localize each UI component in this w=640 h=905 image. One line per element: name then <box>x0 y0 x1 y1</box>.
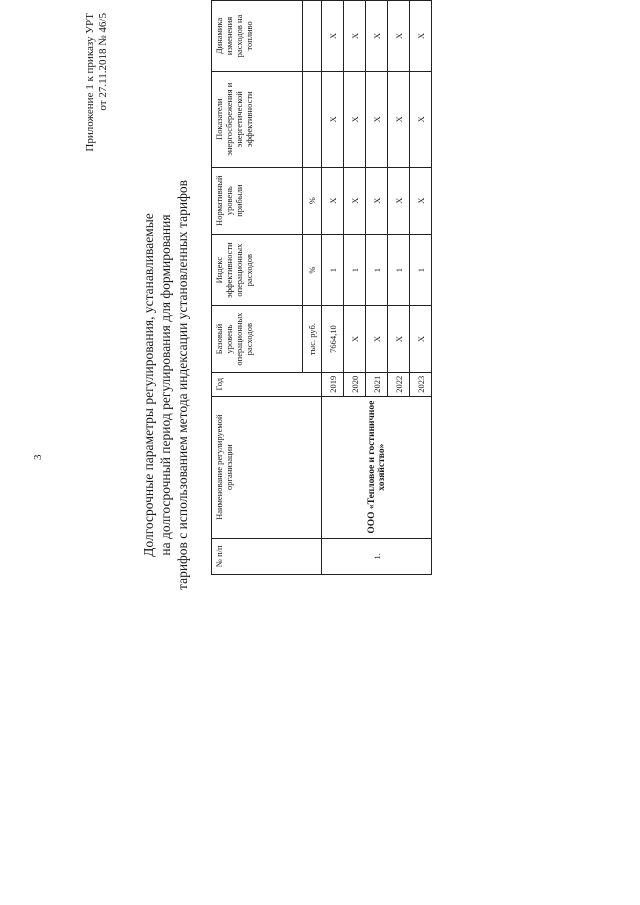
header-index: Индекс эффективности операционных расходов <box>212 234 303 306</box>
header-fuel: Динамика изменения расходов на топливо <box>212 1 303 72</box>
cell-energy: Х <box>322 71 344 167</box>
cell-profit: Х <box>344 167 366 234</box>
appendix-line-2: от 27.11.2018 № 46/5 <box>97 13 109 111</box>
cell-energy: Х <box>344 71 366 167</box>
title-line-1: Долгосрочные параметры регулирования, устанавливаемые <box>141 213 156 557</box>
unit-profit: % <box>303 167 322 234</box>
cell-fuel: Х <box>410 1 432 72</box>
header-base: Базовый уровень операционных расходов <box>212 306 303 372</box>
header-num: № п/п <box>212 538 322 574</box>
cell-energy: Х <box>366 71 388 167</box>
table-header-row <box>212 1 303 575</box>
cell-index: 1 <box>322 234 344 306</box>
cell-base: Х <box>366 306 388 372</box>
unit-fuel <box>303 1 322 72</box>
page-number: 3 <box>32 454 44 460</box>
cell-index: 1 <box>344 234 366 306</box>
document-title <box>140 105 191 665</box>
cell-profit: Х <box>388 167 410 234</box>
parameters-table <box>211 0 432 575</box>
cell-base: Х <box>410 306 432 372</box>
cell-index: 1 <box>366 234 388 306</box>
cell-year: 2023 <box>410 372 432 396</box>
appendix-note <box>84 13 110 183</box>
header-org: Наименование регулируемой организации <box>212 396 322 538</box>
cell-fuel: Х <box>366 1 388 72</box>
cell-index: 1 <box>410 234 432 306</box>
header-year: Год <box>212 372 322 396</box>
cell-year: 2021 <box>366 372 388 396</box>
cell-base: Х <box>388 306 410 372</box>
cell-year: 2022 <box>388 372 410 396</box>
cell-fuel: Х <box>388 1 410 72</box>
unit-index: % <box>303 234 322 306</box>
cell-base: 7664,10 <box>322 306 344 372</box>
cell-profit: Х <box>366 167 388 234</box>
cell-energy: Х <box>388 71 410 167</box>
header-energy: Показатели энергосбережения и энергетической эффективности <box>212 71 303 167</box>
table-row <box>322 1 344 575</box>
unit-energy <box>303 71 322 167</box>
organization-name: ООО «Тепловое и гостиничное хозяйство» <box>322 396 432 538</box>
row-number: 1. <box>322 538 432 574</box>
title-line-3: тарифов с использованием метода индексации установленных тарифов <box>175 180 190 590</box>
title-line-2: на долгосрочный период регулирования для формирования <box>158 214 173 556</box>
cell-fuel: Х <box>322 1 344 72</box>
cell-base: Х <box>344 306 366 372</box>
cell-year: 2019 <box>322 372 344 396</box>
appendix-line-1: Приложение 1 к приказу УРТ <box>84 13 96 152</box>
cell-profit: Х <box>322 167 344 234</box>
unit-base: тыс. руб. <box>303 306 322 372</box>
cell-year: 2020 <box>344 372 366 396</box>
cell-fuel: Х <box>344 1 366 72</box>
header-profit: Нормативный уровень прибыли <box>212 167 303 234</box>
cell-energy: Х <box>410 71 432 167</box>
cell-index: 1 <box>388 234 410 306</box>
cell-profit: Х <box>410 167 432 234</box>
